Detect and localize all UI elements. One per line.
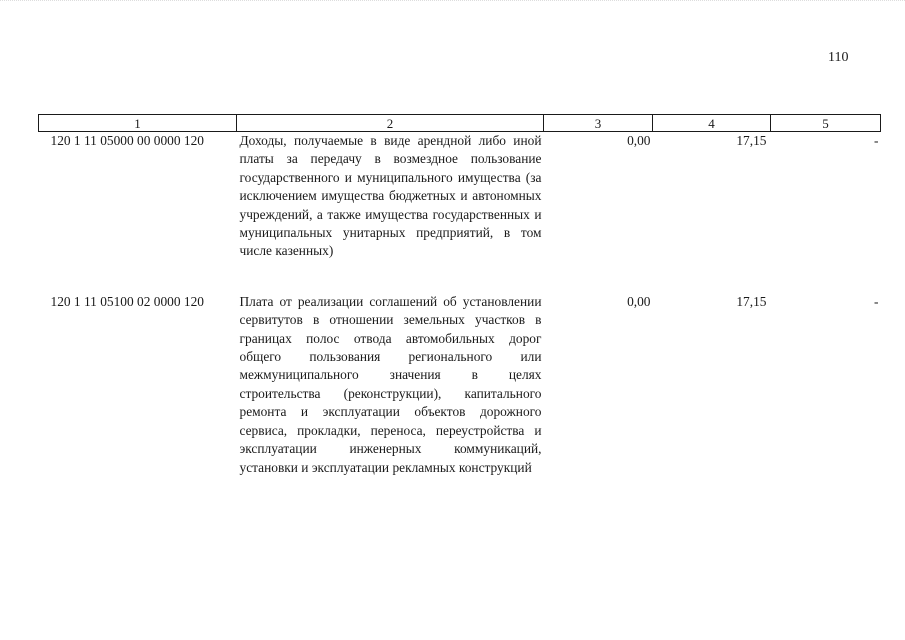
header-col-1: 1 xyxy=(39,115,237,132)
value-col-4: 17,15 xyxy=(736,133,767,148)
value-col-4: 17,15 xyxy=(736,293,767,309)
budget-code: 120 1 11 05000 00 0000 120 xyxy=(50,133,204,148)
header-col-5: 5 xyxy=(771,115,881,132)
page-number: 110 xyxy=(828,50,849,65)
value-col-5: - xyxy=(874,293,879,309)
value-col-3: 0,00 xyxy=(627,293,651,309)
header-col-3: 3 xyxy=(544,115,653,132)
budget-table xyxy=(38,114,881,477)
header-col-4: 4 xyxy=(653,115,771,132)
table-header-row xyxy=(39,115,881,132)
table-row xyxy=(39,132,881,293)
revenue-description: Плата от реализации соглашений об установлении сервитутов в отношении земельных участков в границах полос отвода автомобильных дорог общего пользования регионального или межмуниципального значения в целях строительства (реконструкции), капитального ремонта и эксплуатации объектов дорожного сервиса, прокладки, переноса, переустройства и эксплуатации инженерных коммуникаций, установки и эксплуатации рекламных конструкций xyxy=(239,293,542,475)
revenue-description: Доходы, получаемые в виде арендной либо иной платы за передачу в возмездное пользование государственного и муниципального имущества (за исключением имущества бюджетных и автономных учреждений, а также имущества государственных и муниципальных унитарных предприятий, в том числе казенных) xyxy=(239,133,542,259)
table-row xyxy=(39,293,881,477)
scan-artifact-line xyxy=(0,0,905,13)
budget-code: 120 1 11 05100 02 0000 120 xyxy=(50,293,204,309)
value-col-3: 0,00 xyxy=(627,133,651,148)
header-col-2: 2 xyxy=(237,115,544,132)
value-col-5: - xyxy=(874,133,879,148)
